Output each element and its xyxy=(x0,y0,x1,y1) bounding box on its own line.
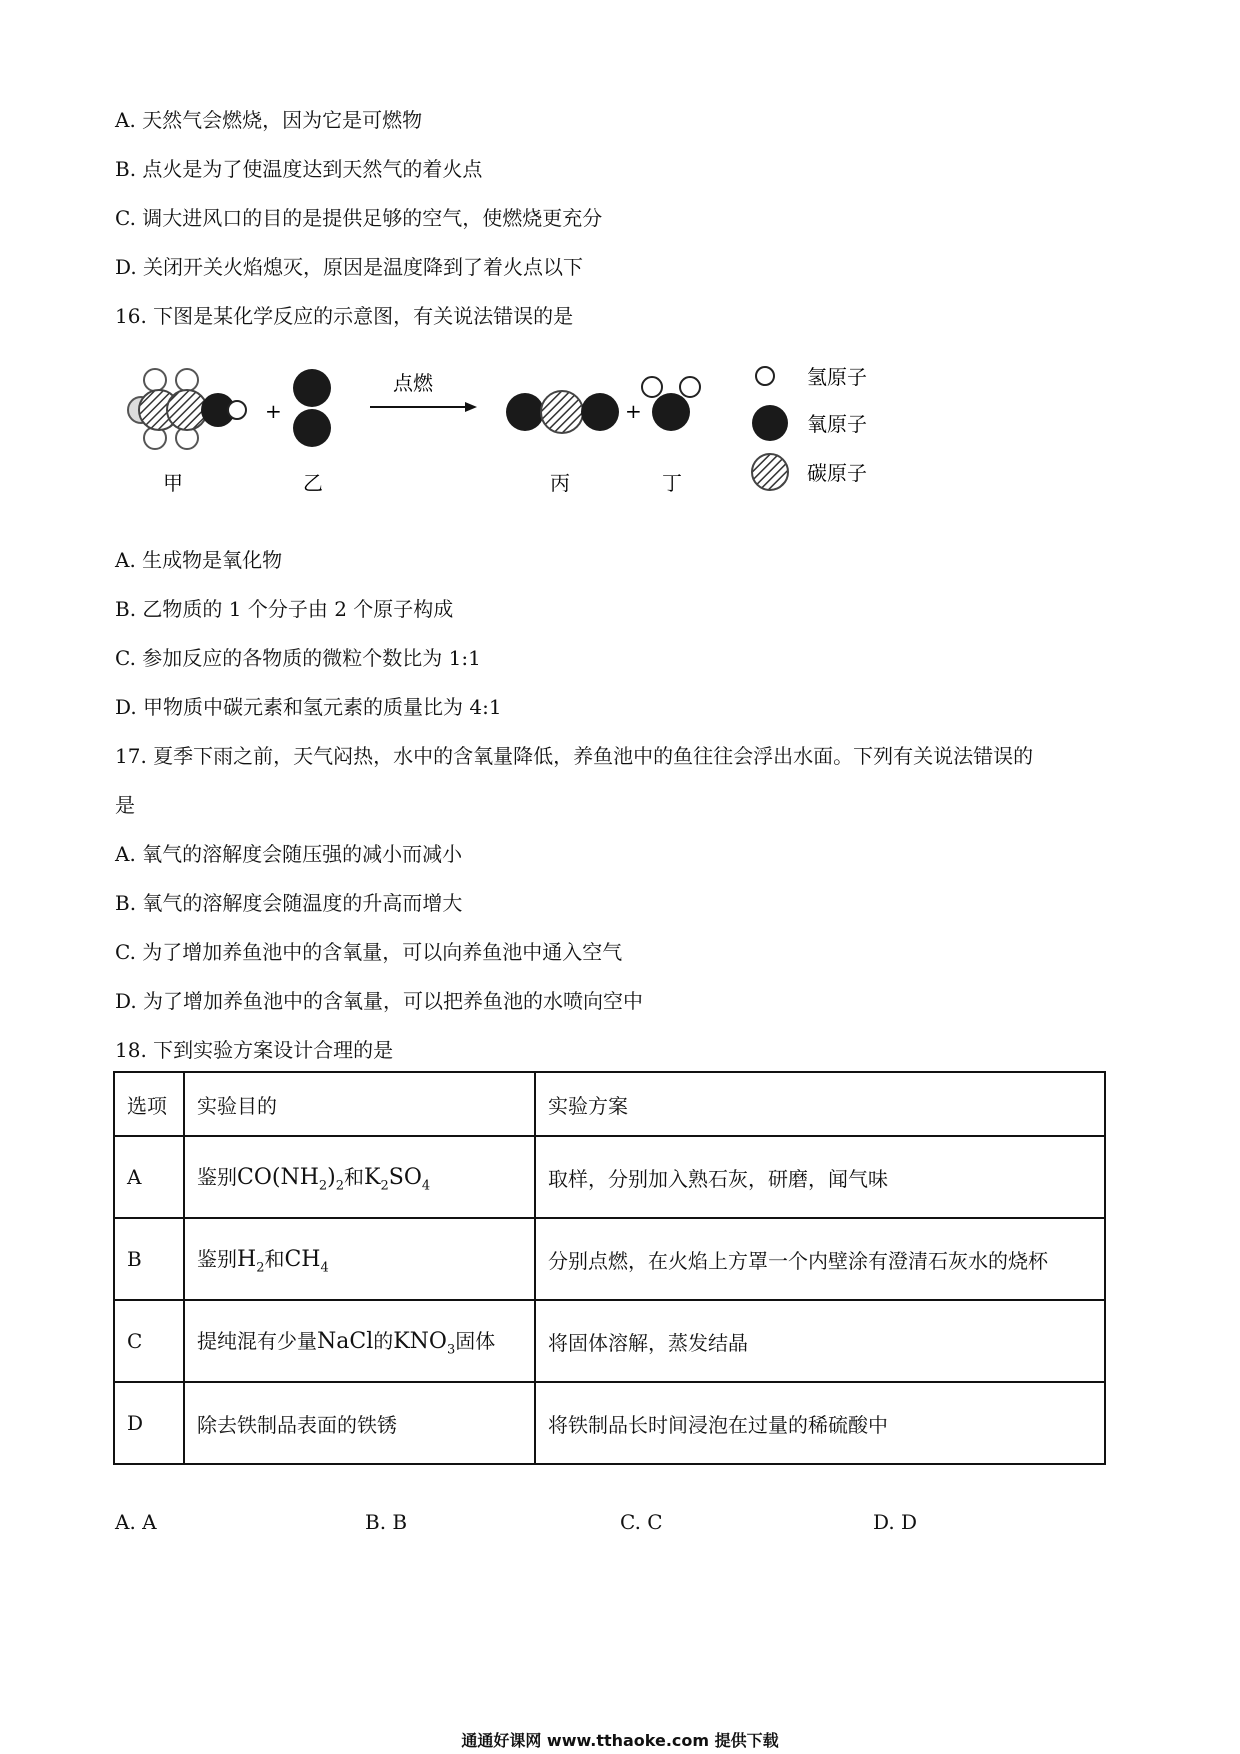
choice-d: D. D xyxy=(873,1510,918,1534)
legend-carbon-icon xyxy=(752,454,788,490)
q16-option-a: A. 生成物是氧化物 xyxy=(115,548,283,572)
choice-a: A. A xyxy=(115,1510,157,1534)
row-option: D xyxy=(114,1382,184,1464)
header-purpose: 实验目的 xyxy=(184,1072,535,1136)
legend-oxygen-icon xyxy=(752,405,788,441)
q17-stem-line2: 是 xyxy=(115,793,135,817)
molecule-ding xyxy=(642,377,700,431)
table-row xyxy=(114,1382,1105,1464)
row-purpose: 除去铁制品表面的铁锈 xyxy=(184,1382,535,1464)
row-plan: 分别点燃，在火焰上方罩一个内壁涂有澄清石灰水的烧杯 xyxy=(535,1218,1105,1300)
row-purpose: 鉴别$H_2$和$CH_4$ xyxy=(184,1218,535,1300)
q16-option-d: D. 甲物质中碳元素和氢元素的质量比为 4:1 xyxy=(115,695,502,719)
legend-carbon: 碳原子 xyxy=(807,461,867,485)
legend xyxy=(752,365,867,490)
row-purpose: 鉴别$CO(NH_2)_2$和$K_2SO_4$ xyxy=(184,1136,535,1218)
legend-hydrogen: 氢原子 xyxy=(807,365,867,389)
table-row xyxy=(114,1218,1105,1300)
choice-b: B. B xyxy=(365,1510,408,1534)
plus-2: + xyxy=(625,399,642,423)
q15-option-b: B. 点火是为了使温度达到天然气的着火点 xyxy=(115,157,483,181)
label-bing: 丙 xyxy=(550,471,570,495)
label-jia: 甲 xyxy=(163,471,183,495)
row-plan: 将铁制品长时间浸泡在过量的稀硫酸中 xyxy=(535,1382,1105,1464)
q17-option-a: A. 氧气的溶解度会随压强的减小而减小 xyxy=(115,842,463,866)
q16-option-c: C. 参加反应的各物质的微粒个数比为 1:1 xyxy=(115,646,481,670)
arrow-label: 点燃 xyxy=(393,371,433,395)
q16-option-b: B. 乙物质的 1 个分子由 2 个原子构成 xyxy=(115,597,454,621)
table-row xyxy=(114,1136,1105,1218)
reaction-diagram xyxy=(125,360,925,510)
molecule-jia xyxy=(128,369,246,449)
q18-stem: 18. 下到实验方案设计合理的是 xyxy=(115,1038,394,1062)
q16-stem: 16. 下图是某化学反应的示意图，有关说法错误的是 xyxy=(115,304,574,328)
choice-c: C. C xyxy=(620,1510,663,1534)
q17-option-c: C. 为了增加养鱼池中的含氧量，可以向养鱼池中通入空气 xyxy=(115,940,623,964)
row-purpose: 提纯混有少量NaCl的$KNO_3$固体 xyxy=(184,1300,535,1382)
table-header-row xyxy=(114,1072,1105,1136)
q17-option-b: B. 氧气的溶解度会随温度的升高而增大 xyxy=(115,891,463,915)
molecule-bing xyxy=(506,391,619,433)
page-footer: 通通好课网 www.tthaoke.com 提供下载 xyxy=(461,1731,779,1750)
q15-option-c: C. 调大进风口的目的是提供足够的空气，使燃烧更充分 xyxy=(115,206,603,230)
row-plan: 将固体溶解，蒸发结晶 xyxy=(535,1300,1105,1382)
header-plan: 实验方案 xyxy=(535,1072,1105,1136)
row-option: C xyxy=(114,1300,184,1382)
q17-option-d: D. 为了增加养鱼池中的含氧量，可以把养鱼池的水喷向空中 xyxy=(115,989,644,1013)
row-option: A xyxy=(114,1136,184,1218)
label-yi: 乙 xyxy=(303,471,323,495)
row-plan: 取样，分别加入熟石灰，研磨，闻气味 xyxy=(535,1136,1105,1218)
plus-1: + xyxy=(265,399,282,423)
table-row xyxy=(114,1300,1105,1382)
row-option: B xyxy=(114,1218,184,1300)
molecule-yi xyxy=(293,369,331,447)
q15-option-d: D. 关闭开关火焰熄灭，原因是温度降到了着火点以下 xyxy=(115,255,584,279)
legend-oxygen: 氧原子 xyxy=(807,412,867,436)
q17-stem-line1: 17. 夏季下雨之前，天气闷热，水中的含氧量降低，养鱼池中的鱼往往会浮出水面。下列有关说法错误的 xyxy=(115,744,1034,768)
legend-hydrogen-icon xyxy=(756,367,774,385)
label-ding: 丁 xyxy=(662,471,682,495)
q15-option-a: A. 天然气会燃烧，因为它是可燃物 xyxy=(115,108,423,132)
header-option: 选项 xyxy=(114,1072,184,1136)
experiment-table xyxy=(113,1071,1106,1465)
